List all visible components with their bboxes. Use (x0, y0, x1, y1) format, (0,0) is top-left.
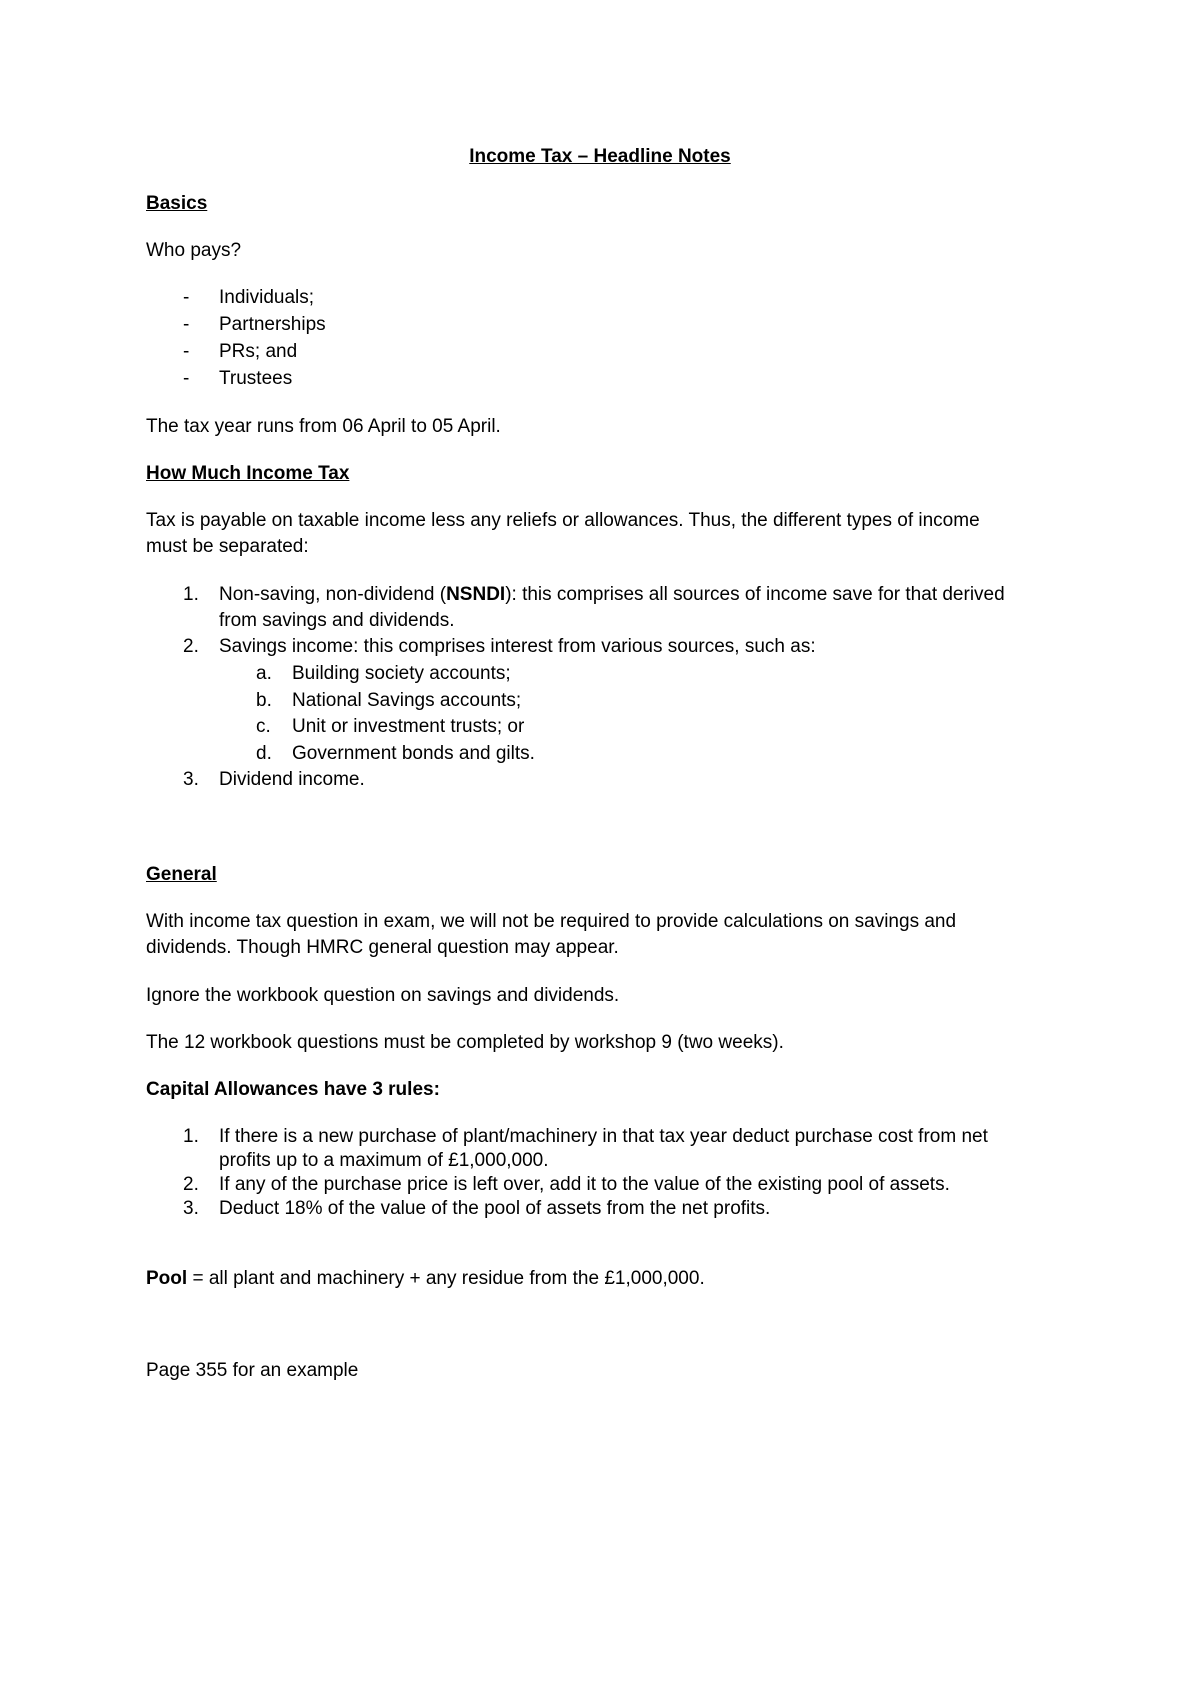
list-item: PRs; and (219, 341, 298, 362)
rule-item: If any of the purchase price is left over, add it to the value of the existing pool of assets. (219, 1174, 950, 1195)
general-para: The 12 workbook questions must be completed by workshop 9 (two weeks). (146, 1032, 784, 1053)
list-item: Trustees (219, 368, 293, 389)
sublist-letter: b. (256, 690, 272, 711)
pool-term: Pool (146, 1268, 188, 1289)
list-number: 2. (183, 1174, 199, 1195)
pool-text: = all plant and machinery + any residue from the £1,000,000. (187, 1268, 705, 1289)
bullet-marker: - (183, 341, 190, 362)
basics-heading-text: Basics (146, 193, 208, 214)
basics-heading (146, 191, 207, 217)
list-number: 2. (183, 636, 199, 657)
nsndi-term: NSNDI (446, 584, 506, 605)
sublist-item: Unit or investment trusts; or (292, 716, 525, 737)
list-number: 1. (183, 1126, 199, 1147)
list-item: Partnerships (219, 314, 326, 335)
list-item-cont: from savings and dividends. (219, 610, 455, 631)
how-much-heading (146, 461, 349, 487)
how-much-intro: Tax is payable on taxable income less any reliefs or allowances. Thus, the different types of income (146, 510, 980, 531)
bullet-marker: - (183, 287, 190, 308)
page-reference: Page 355 for an example (146, 1360, 359, 1381)
list-number: 1. (183, 584, 199, 605)
rule-item: Deduct 18% of the value of the pool of assets from the net profits. (219, 1198, 771, 1219)
sublist-item: Government bonds and gilts. (292, 743, 535, 764)
tax-year-text: The tax year runs from 06 April to 05 April. (146, 416, 501, 437)
general-para: Ignore the workbook question on savings and dividends. (146, 985, 620, 1006)
list-item: Individuals; (219, 287, 315, 308)
general-para-cont: dividends. Though HMRC general question may appear. (146, 937, 619, 958)
page-title (0, 144, 1200, 170)
list-number: 3. (183, 769, 199, 790)
sublist-item: National Savings accounts; (292, 690, 522, 711)
bullet-marker: - (183, 314, 190, 335)
rule-item: If there is a new purchase of plant/machinery in that tax year deduct purchase cost from net (219, 1126, 988, 1147)
sublist-item: Building society accounts; (292, 663, 511, 684)
list-item-text: ): this comprises all sources of income save for that derived (505, 584, 1005, 605)
capital-heading-text: Capital Allowances have 3 rules: (146, 1079, 440, 1100)
list-item: Dividend income. (219, 769, 365, 790)
list-item-text: Non-saving, non-dividend ( (219, 584, 447, 605)
sublist-letter: d. (256, 743, 272, 764)
sublist-letter: c. (256, 716, 271, 737)
sublist-letter: a. (256, 663, 272, 684)
how-much-heading-text: How Much Income Tax (146, 463, 350, 484)
rule-item-cont: profits up to a maximum of £1,000,000. (219, 1150, 549, 1171)
pool-definition (146, 1266, 705, 1292)
bullet-marker: - (183, 368, 190, 389)
general-heading (146, 862, 217, 888)
how-much-intro-cont: must be separated: (146, 536, 309, 557)
page-title-text: Income Tax – Headline Notes (469, 146, 731, 167)
capital-heading (146, 1077, 440, 1103)
list-item: Savings income: this comprises interest from various sources, such as: (219, 636, 816, 657)
general-para: With income tax question in exam, we will not be required to provide calculations on savings and (146, 911, 957, 932)
list-number: 3. (183, 1198, 199, 1219)
list-item (219, 582, 1005, 608)
who-pays-text: Who pays? (146, 240, 242, 261)
general-heading-text: General (146, 864, 217, 885)
